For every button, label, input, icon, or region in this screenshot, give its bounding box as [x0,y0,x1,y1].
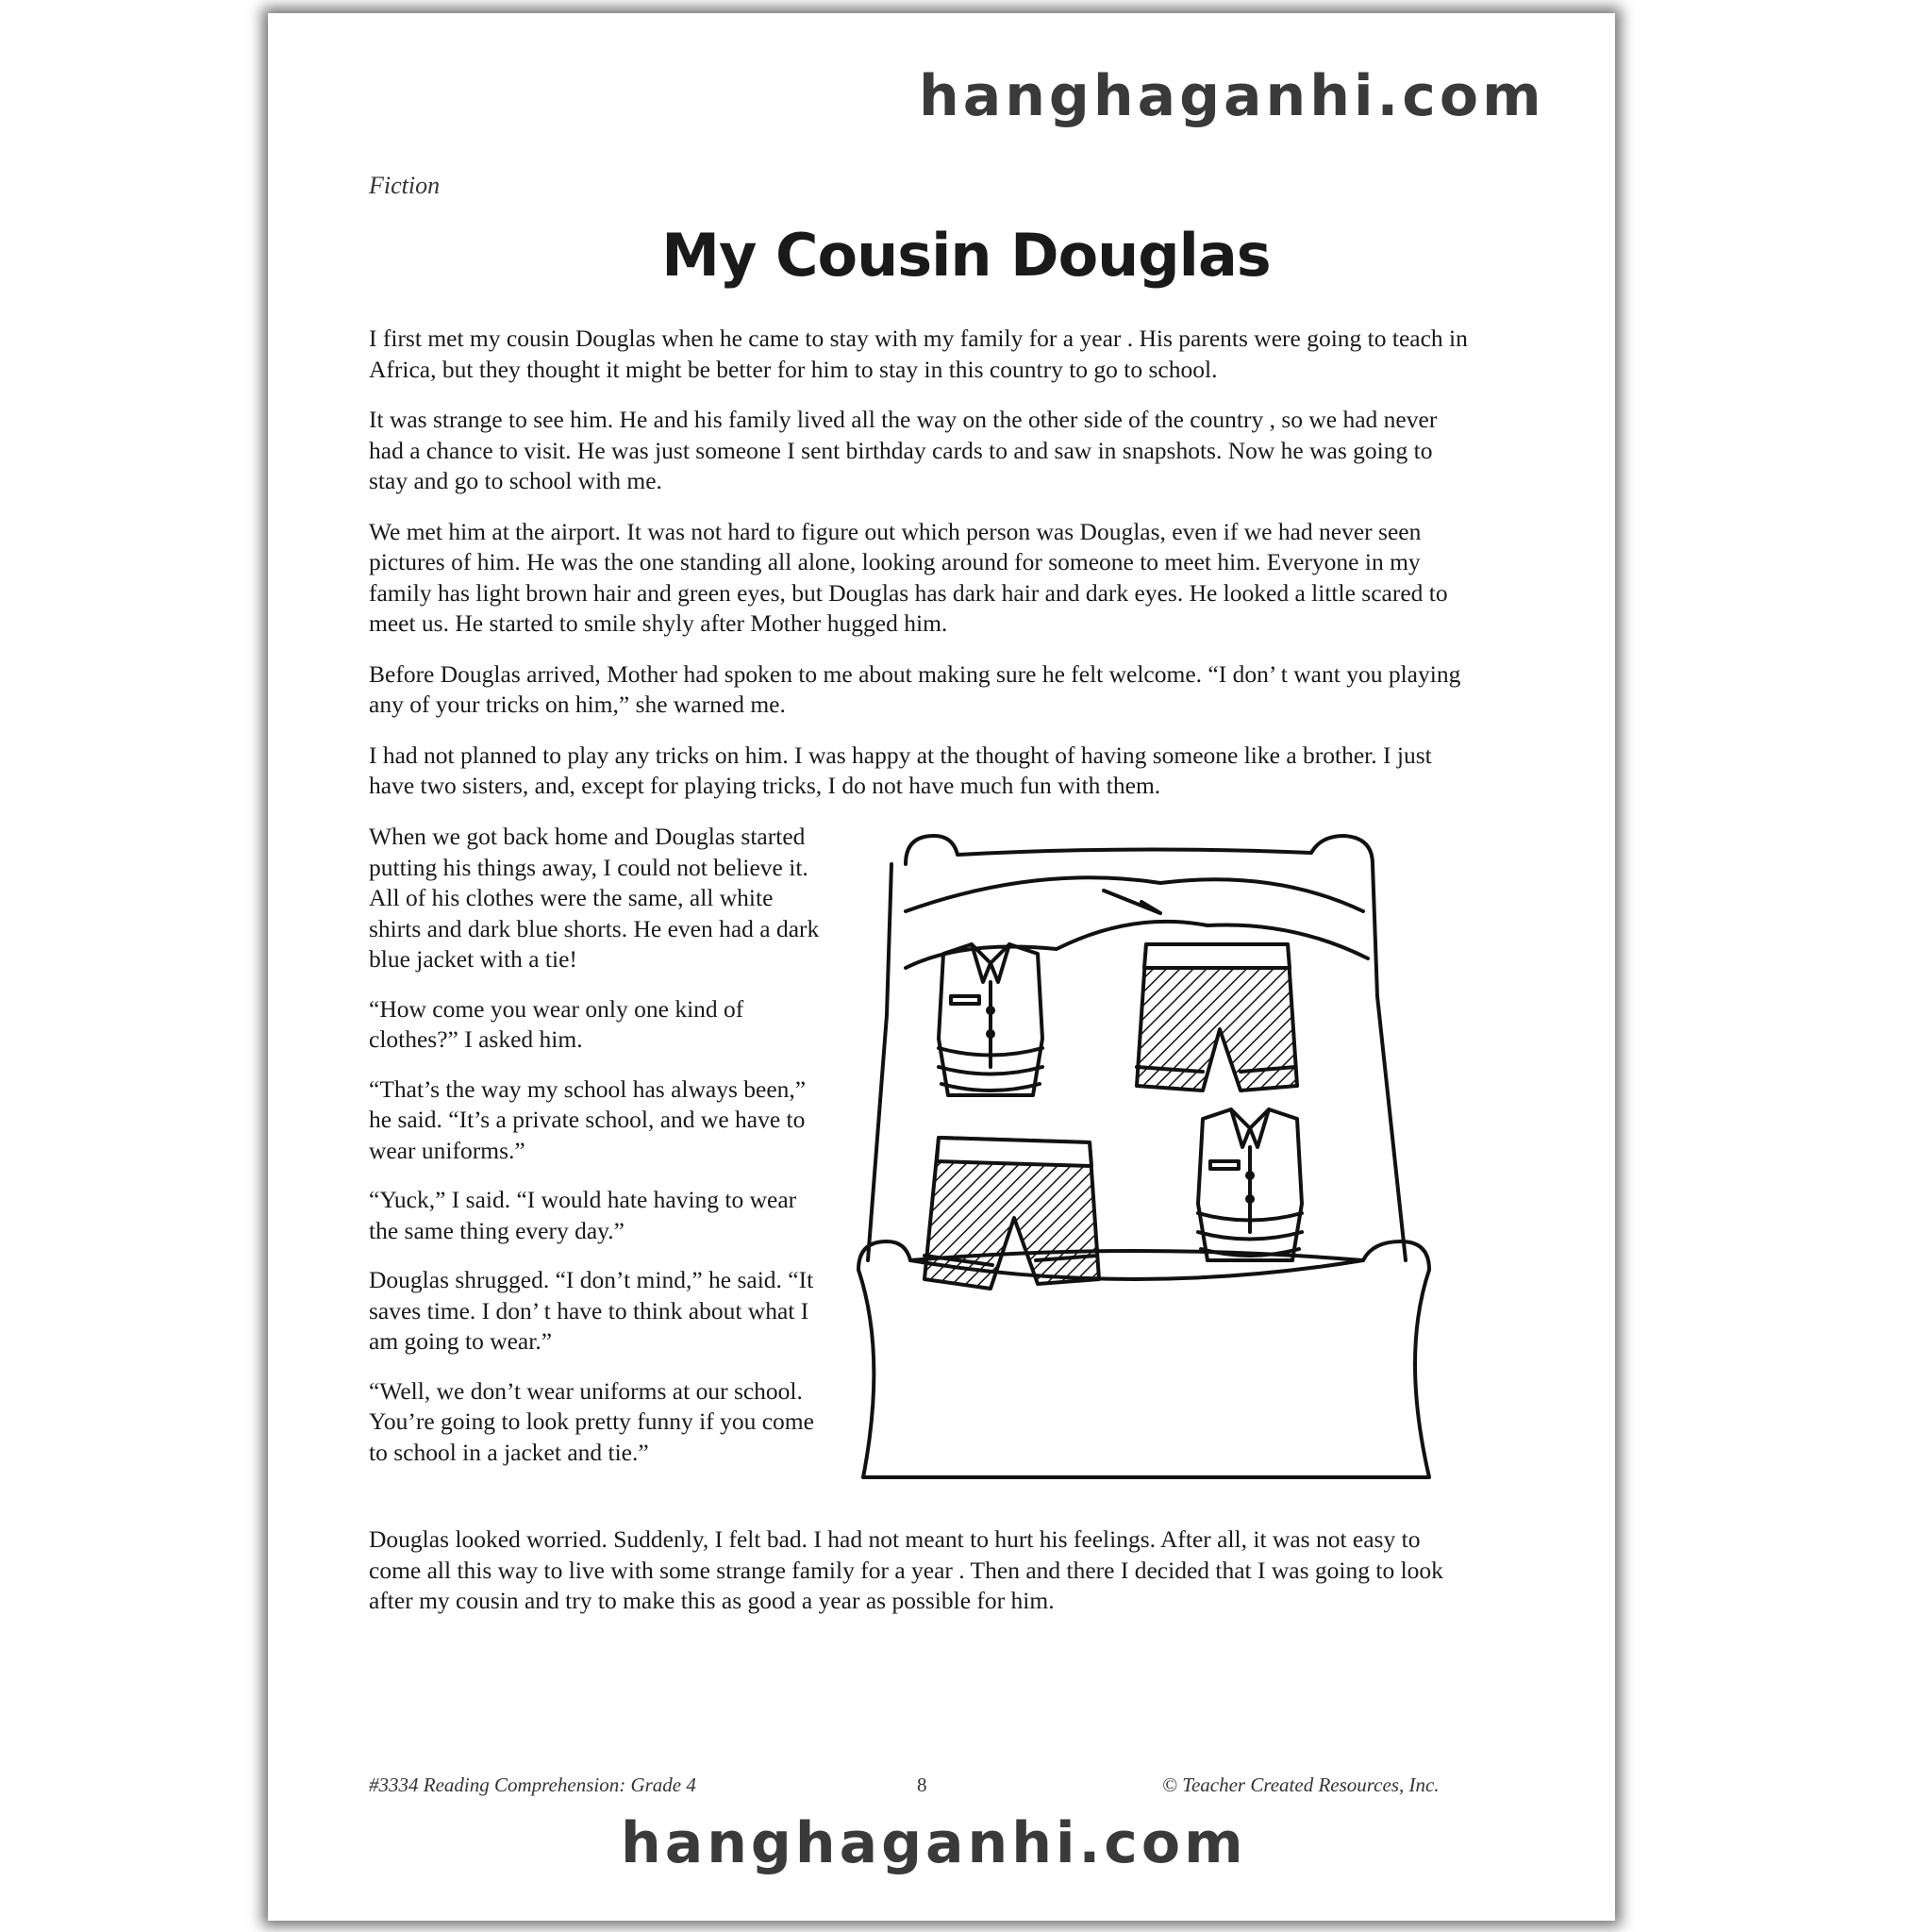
footer-book-title: #3334 Reading Comprehension: Grade 4 [369,1774,696,1796]
paragraph: “How come you wear only one kind of clothes?” I asked him. [369,994,744,1053]
paragraph: Douglas shrugged. “I don’t mind,” he said. “It saves time. I don’ t have to think about what I am going to wear.” [369,1266,814,1355]
watermark-bottom: hanghaganhi.com [621,1810,1247,1876]
bed-with-clothes-illustration [849,826,1472,1487]
story-text-top [369,324,1473,822]
paragraph: I had not planned to play any tricks on him. I was happy at the thought of having someone like a brother. I just have two sisters, and, except for playing tricks, I do not have much fun with them. [369,741,1432,799]
shirt-icon [939,944,1042,1095]
story-text-column [369,822,822,1487]
paragraph: Before Douglas arrived, Mother had spoken to me about making sure he felt welcome. “I don’ t want you playing any of your tricks on him,” she warned me. [369,659,1461,718]
paragraph: I first met my cousin Douglas when he came to stay with my family for a year . His parents were going to teach in Africa, but they thought it might be better for him to stay in this country to go to school. [369,325,1468,383]
footer-page-number: 8 [917,1774,927,1796]
section-label: Fiction [369,172,441,199]
shirt-icon [1198,1109,1302,1260]
paragraph: When we got back home and Douglas started putting his things away, I could not believe it. All of his clothes were the same, all white shirts and dark blue shorts. He even had a dark blue jacket with a tie! [369,823,820,973]
paragraph: “Yuck,” I said. “I would hate having to wear the same thing every day.” [369,1186,797,1244]
watermark-top: hanghaganhi.com [919,63,1545,129]
shorts-icon [1137,944,1297,1091]
shorts-icon [924,1138,1099,1289]
paragraph: We met him at the airport. It was not hard to figure out which person was Douglas, even if we had never seen pictures of him. He was the one standing all alone, looking around for someone to meet him. Everyone in my family has light brown hair and green eyes, but Douglas has dark hair and dark eyes. He looked a little scared to meet us. He started to smile shyly after Mother hugged him. [369,517,1448,637]
paragraph: Douglas looked worried. Suddenly, I felt bad. I had not meant to hurt his feelings. After all, it was not easy to come all this way to live with some strange family for a year . Then and there I decided that I was going to look after my cousin and try to make this as good a year as possible for him. [369,1525,1443,1614]
paragraph: “Well, we don’t wear uniforms at our school. You’re going to look pretty funny if you come to school in a jacket and tie.” [369,1376,814,1466]
footer-copyright: © Teacher Created Resources, Inc. [1162,1774,1440,1796]
story-text-bottom [369,1524,1473,1637]
page-title: My Cousin Douglas [661,221,1271,290]
paragraph: “That’s the way my school has always been,” he said. “It’s a private school, and we have to wear uniforms.” [369,1074,807,1164]
paragraph: It was strange to see him. He and his family lived all the way on the other side of the country , so we had never had a chance to visit. He was just someone I sent birthday cards to and saw in snapshots. Now he was going to stay and go to school with me. [369,406,1438,494]
